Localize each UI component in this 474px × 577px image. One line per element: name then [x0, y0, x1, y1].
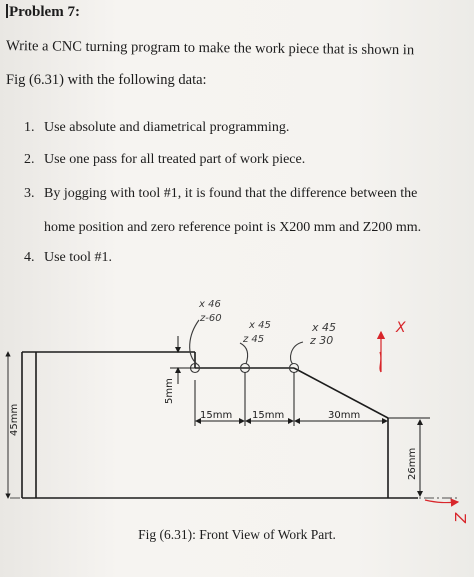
requirement-text: Use tool #1.: [44, 250, 113, 265]
problem-intro-line-1: Write a CNC turning program to make the work piece that is shown in: [5, 38, 415, 59]
requirement-text: home position and zero reference point is X200 mm and Z200 mm.: [44, 220, 422, 235]
axis-arrows: [380, 332, 458, 503]
annotation-3-z: z 30: [310, 334, 334, 347]
part-outline: [22, 352, 418, 498]
figure-caption: Fig (6.31): Front View of Work Part.: [138, 527, 336, 542]
dimension-26mm-label: 26mm: [407, 447, 418, 480]
annotation-2-z: z 45: [243, 334, 265, 345]
axis-z-label: Z: [452, 512, 470, 523]
dimension-45mm-label: 45mm: [9, 403, 20, 436]
problem-title-text: Problem 7:: [9, 4, 80, 20]
dimension-5mm-label: 5mm: [164, 378, 175, 404]
annotation-2-x: x 45: [249, 320, 271, 331]
annotation-1-z: z-60: [200, 313, 222, 324]
annotation-1-x: x 46: [199, 299, 221, 310]
requirement-number: 3.: [24, 186, 35, 201]
requirement-number: 4.: [24, 250, 35, 265]
dimension-15mm-label-a: 15mm: [200, 410, 233, 421]
requirement-text: By jogging with tool #1, it is found that the difference between the: [44, 186, 418, 201]
requirement-number: 1.: [24, 120, 35, 135]
requirement-text: Use absolute and diametrical programming.: [44, 120, 290, 135]
problem-intro-line-2: Fig (6.31) with the following data:: [6, 72, 207, 88]
requirement-text: Use one pass for all treated part of work piece.: [44, 152, 306, 167]
dimension-30mm-label: 30mm: [328, 410, 361, 421]
requirement-number: 2.: [24, 152, 35, 167]
axis-x-label: X: [396, 320, 406, 336]
dimension-15mm-label-b: 15mm: [252, 410, 285, 421]
annotation-3-x: x 45: [312, 321, 337, 334]
dimension-5mm: [170, 336, 195, 384]
